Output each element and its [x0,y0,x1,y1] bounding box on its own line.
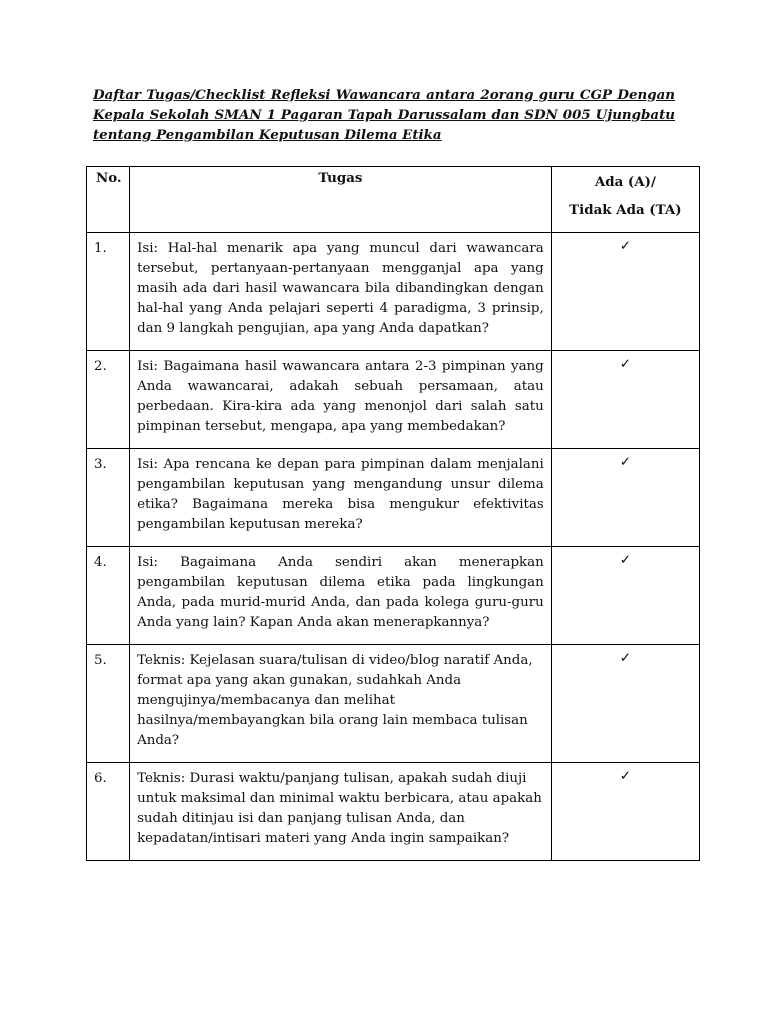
checkmark-icon: ✓ [551,645,699,763]
table-row [87,233,700,351]
row-number: 6. [87,763,130,861]
table-row [87,547,700,645]
checkmark-icon: ✓ [551,233,699,351]
checkmark-icon: ✓ [551,449,699,547]
row-number: 4. [87,547,130,645]
checkmark-icon: ✓ [551,547,699,645]
table-row [87,449,700,547]
row-number: 1. [87,233,130,351]
table-header-row [87,167,700,233]
table-row [87,351,700,449]
document-title: Daftar Tugas/Checklist Refleksi Wawancara antara 2orang guru CGP Dengan Kepala Sekolah SMAN 1 Pagaran Tapah Darussalam dan SDN 005 Ujungbatu tentang Pengambilan Keputusan Dilema Etika [93,87,675,143]
row-task: Isi: Bagaimana Anda sendiri akan menerapkan pengambilan keputusan dilema etika pada lingkungan Anda, pada murid-murid Anda, dan pada kolega guru-guru Anda yang lain? Kapan Anda akan menerapkannya? [130,547,552,645]
row-number: 5. [87,645,130,763]
header-status [551,167,699,233]
table-row [87,645,700,763]
checkmark-icon: ✓ [551,351,699,449]
header-status-line2: Tidak Ada (TA) [569,202,682,218]
row-task: Teknis: Durasi waktu/panjang tulisan, apakah sudah diuji untuk maksimal dan minimal waktu berbicara, atau apakah sudah ditinjau isi dan panjang tulisan Anda, dan kepadatan/intisari materi yang Anda ingin sampaikan? [130,763,552,861]
row-task: Isi: Hal-hal menarik apa yang muncul dari wawancara tersebut, pertanyaan-pertanyaan mengganjal apa yang masih ada dari hasil wawancara bila dibandingkan dengan hal-hal yang Anda pelajari seperti 4 paradigma, 3 prinsip, dan 9 langkah pengujian, apa yang Anda dapatkan? [130,233,552,351]
row-task: Teknis: Kejelasan suara/tulisan di video/blog naratif Anda, format apa yang akan gunakan, sudahkah Anda mengujinya/membacanya dan melihat hasilnya/membayangkan bila orang lain membaca tulisan Anda? [130,645,552,763]
checklist-table [86,166,700,861]
table-row [87,763,700,861]
row-task: Isi: Bagaimana hasil wawancara antara 2-3 pimpinan yang Anda wawancarai, adakah sebuah persamaan, atau perbedaan. Kira-kira ada yang menonjol dari salah satu pimpinan tersebut, mengapa, apa yang membedakan? [130,351,552,449]
header-status-line1: Ada (A)/ [594,174,656,190]
row-number: 3. [87,449,130,547]
header-no: No. [87,167,130,233]
row-task: Isi: Apa rencana ke depan para pimpinan dalam menjalani pengambilan keputusan yang mengandung unsur dilema etika? Bagaimana mereka bisa mengukur efektivitas pengambilan keputusan mereka? [130,449,552,547]
row-number: 2. [87,351,130,449]
checkmark-icon: ✓ [551,763,699,861]
header-task: Tugas [130,167,552,233]
